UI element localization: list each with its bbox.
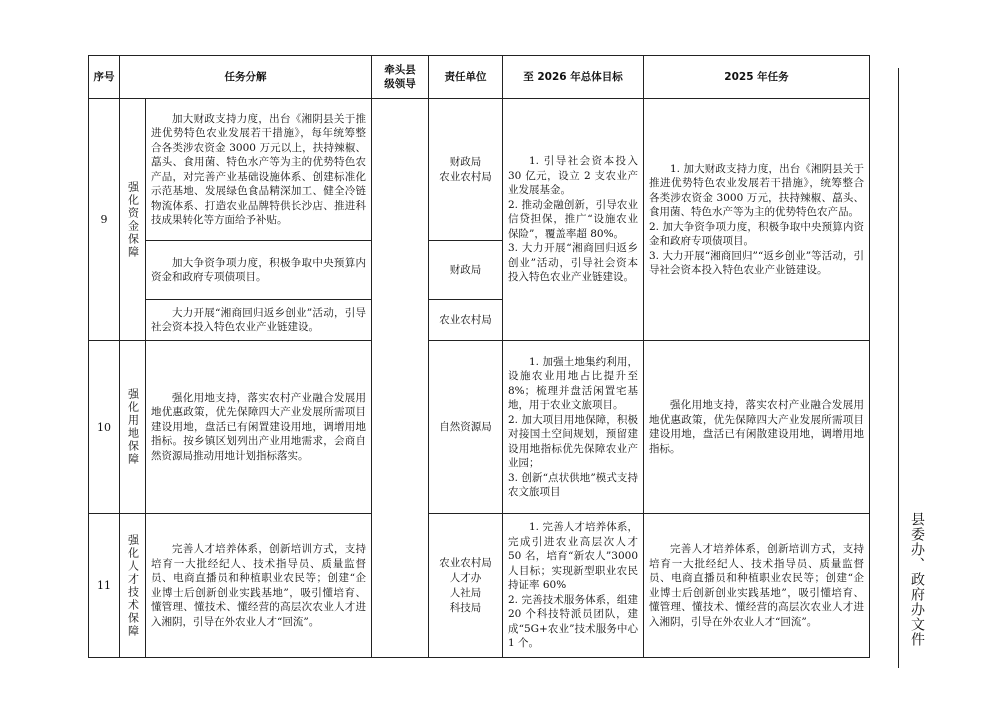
- row-category-cell: [120, 341, 146, 514]
- goal-cell: [503, 341, 644, 514]
- task-text: 完善人才培养体系，创新培训方式，支持培育一大批经纪人、技术指导员、质量监督员、电商直播员和种植职业农民等；创建“企业博士后创新创业实践基地”，吸引懂培育、懂管理、懂技术、懂经营的高层次农业人才进入湘阴，引导在外农业人才“回流”。: [151, 543, 366, 628]
- row-category-cell: [120, 514, 146, 658]
- header-task: 任务分解: [120, 56, 372, 99]
- unit-cell: 财政局: [429, 241, 503, 300]
- header-seq: 序号: [89, 56, 120, 99]
- row-number: 11: [89, 514, 120, 658]
- table-row: [89, 341, 870, 514]
- goal-cell: [503, 99, 644, 341]
- row-category: 强化用地保障: [126, 388, 140, 466]
- unit-cell: 财政局 农业农村局: [429, 99, 503, 241]
- row-category-cell: [120, 99, 146, 341]
- task-text: 加大财政支持力度，出台《湘阴县关于推进优势特色农业发展若干措施》，每年统筹整合各类涉农资金 3000 万元以上，扶持辣椒、藠头、食用菌、特色水产等为主的优势特色农产品，对完善产业基础设施体系、创建标准化示范基地、发展绿色食品精深加工、健全冷链物流体系、打造农业品牌特供长沙店、推进科技成果转化等方面给予补贴。: [151, 112, 366, 226]
- task-table: [88, 55, 870, 658]
- table-row: [89, 99, 870, 241]
- task-2025-text: 1. 加大财政支持力度，出台《湘阴县关于推进优势特色农业发展若干措施》，统筹整合各类涉农资金 3000 万元，扶持辣椒、藠头、食用菌、特色水产等为主的优势特色农产品。 2. 加大争资争项力度，积极争取中央预算内资金和政府专项债项目。 3. 大力开展“湘商回归”“返乡创业”等活动，引导社会资本投入特色农业产业链建设。: [649, 162, 864, 276]
- header-goal: 至 2026 年总体目标: [503, 56, 644, 99]
- unit-cell: 自然资源局: [429, 341, 503, 514]
- row-number: 10: [89, 341, 120, 514]
- task-cell: [146, 99, 372, 241]
- task-2025-cell: [644, 99, 870, 341]
- side-divider: [898, 68, 899, 668]
- row-category: 强化资金保障: [126, 180, 140, 259]
- goal-text: 1. 加强土地集约利用，设施农业用地占比提升至 8%；梳理并盘活闲置宅基地，用于农业文旅项目。 2. 加大项目用地保障，积极对接国土空间规划，预留建设用地指标优先保障农业产业园； 3. 创新“点状供地”模式支持农文旅项目: [508, 355, 638, 498]
- header-row: [89, 56, 870, 99]
- goal-text: 1. 引导社会资本投入 30 亿元，设立 2 支农业产业发展基金。 2. 推动金融创新，引导农业信贷担保，推广“设施农业保险”，覆盖率超 80%。 3. 大力开展“湘商回归返乡创业”活动，引导社会资本投入特色农业产业链建设。: [508, 155, 638, 284]
- task-2025-cell: [644, 514, 870, 658]
- task-text: 大力开展“湘商回归返乡创业”活动，引导社会资本投入特色农业产业链建设。: [151, 306, 366, 333]
- row-category: 强化人才技术保障: [126, 533, 140, 638]
- header-unit: 责任单位: [429, 56, 503, 99]
- task-cell: [146, 241, 372, 300]
- task-2025-text: 强化用地支持，落实农村产业融合发展用地优惠政策，优先保障四大产业发展所需项目建设用地，盘活已有闲散建设用地，调增用地指标。: [649, 399, 864, 455]
- task-cell: [146, 300, 372, 341]
- header-task-2025: 2025 年任务: [644, 56, 870, 99]
- task-text: 强化用地支持，落实农村产业融合发展用地优惠政策，优先保障四大产业发展所需项目建设用地，盘活已有闲置建设用地，调增用地指标。按乡镇区划列出产业用地需求，会商自然资源局推动用地计划指标落实。: [151, 391, 366, 462]
- task-text: 加大争资争项力度，积极争取中央预算内资金和政府专项债项目。: [151, 256, 366, 283]
- side-label: 县委办、政府办文件: [909, 512, 925, 647]
- goal-cell: [503, 514, 644, 658]
- header-lead: 牵头县级领导: [372, 56, 429, 99]
- task-2025-cell: [644, 341, 870, 514]
- unit-cell: 农业农村局 人才办 人社局 科技局: [429, 514, 503, 658]
- unit-cell: 农业农村局: [429, 300, 503, 341]
- row-number: 9: [89, 99, 120, 341]
- task-cell: [146, 514, 372, 658]
- lead-cell: [372, 99, 429, 658]
- goal-text: 1. 完善人才培养体系，完成引进农业高层次人才 50 名，培育“新农人”3000 人目标；实现新型职业农民持证率 60% 2. 完善技术服务体系，组建 20 个科技特派员团队，建成“5G+农业”技术服务中心 1 个。: [508, 521, 638, 650]
- task-2025-text: 完善人才培养体系，创新培训方式，支持培育一大批经纪人、技术指导员、质量监督员、电商直播员和种植职业农民等；创建“企业博士后创新创业实践基地”，吸引懂培育、懂管理、懂技术、懂经营的高层次农业人才进入湘阴，引导在外农业人才“回流”。: [649, 543, 864, 628]
- table-row: [89, 514, 870, 658]
- task-cell: [146, 341, 372, 514]
